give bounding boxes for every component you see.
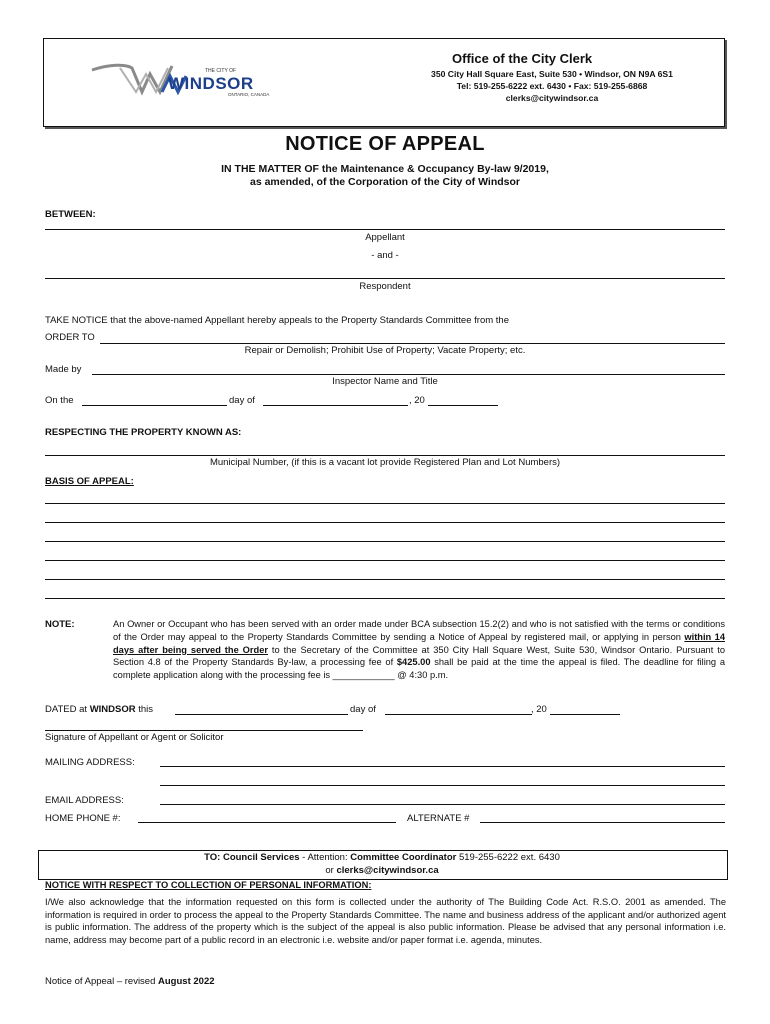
respondent-label: Respondent: [359, 281, 411, 292]
dated-month-line[interactable]: [385, 714, 532, 715]
svg-text:WINDSOR: WINDSOR: [168, 74, 254, 93]
made-by-label: Made by: [45, 364, 82, 375]
email-address-label: EMAIL ADDRESS:: [45, 795, 124, 806]
signature-label: Signature of Appellant or Agent or Solicitor: [45, 732, 224, 743]
dated-year-line[interactable]: [550, 714, 620, 715]
note-text-part-2: to the Secretary of the Committee at 350 City Hall Square West, Suite 530, Windsor Ontario. Pursuant to Section 4.8 of the Property Standards By-law, a processing fee of: [113, 644, 725, 668]
footer-date: August 2022: [158, 976, 215, 987]
basis-line[interactable]: [45, 579, 725, 580]
dated-year-prefix: , 20: [531, 704, 547, 715]
note-fee: $425.00: [396, 657, 431, 668]
mailing-address-line-2[interactable]: [160, 785, 725, 786]
office-email: clerks@citywindsor.ca: [505, 93, 599, 103]
order-hint: Repair or Demolish; Prohibit Use of Property; Vacate Property; etc.: [244, 345, 526, 356]
page-title: NOTICE OF APPEAL: [285, 133, 485, 155]
property-line[interactable]: [45, 455, 725, 456]
mailing-address-line-1[interactable]: [160, 766, 725, 767]
appellant-line[interactable]: [45, 229, 725, 230]
day-of-label: day of: [229, 395, 255, 406]
note-text-part-1: An Owner or Occupant who has been served with an order made under BCA subsection 15.2(2) and who is not satisfied with the terms or conditions of the Order may appeal to the Property Standards Committee by sending a Notice of Appeal by registered mail, or applying in person: [113, 619, 725, 642]
alternate-phone-line[interactable]: [480, 822, 725, 823]
appellant-label: Appellant: [365, 232, 405, 243]
mailing-address-label: MAILING ADDRESS:: [45, 757, 135, 768]
page-subtitle-line-1: IN THE MATTER OF the Maintenance & Occupancy By-law 9/2019,: [221, 163, 549, 175]
city-of-windsor-logo: [90, 62, 295, 103]
on-the-line[interactable]: [82, 405, 227, 406]
note-text-part-3: shall be paid at the time the appeal is filed. The deadline for filing a complete application along with the processing fee is ____________ @ 4:30 p.m.: [113, 657, 725, 681]
contact-attention: - Attention:: [299, 852, 351, 863]
inspector-hint: Inspector Name and Title: [332, 376, 438, 387]
order-to-line[interactable]: [100, 343, 725, 344]
windsor-logo-graphic: [90, 62, 295, 100]
respondent-line[interactable]: [45, 278, 725, 279]
property-hint: Municipal Number, (if this is a vacant lot provide Registered Plan and Lot Numbers): [209, 457, 561, 468]
contact-phone: 519-255-6222 ext. 6430: [456, 852, 560, 863]
between-label: BETWEEN:: [45, 209, 96, 220]
dated-day-of-label: day of: [350, 704, 376, 715]
contact-or: or: [325, 865, 337, 876]
privacy-heading: NOTICE WITH RESPECT TO COLLECTION OF PERSONAL INFORMATION:: [45, 880, 372, 890]
day-of-line[interactable]: [263, 405, 408, 406]
year-prefix: , 20: [409, 395, 425, 406]
signature-line[interactable]: [45, 730, 363, 731]
dated-day-line[interactable]: [175, 714, 348, 715]
dated-city: WINDSOR: [89, 704, 136, 715]
and-label: - and -: [371, 250, 399, 261]
alternate-phone-label: ALTERNATE #: [407, 813, 470, 824]
dated-this: this: [135, 704, 154, 715]
note-label: NOTE:: [45, 619, 75, 630]
year-line[interactable]: [428, 405, 498, 406]
contact-to-label: TO: Council Services: [204, 852, 300, 863]
home-phone-label: HOME PHONE #:: [45, 813, 121, 824]
contact-email-link[interactable]: clerks@citywindsor.ca: [336, 865, 439, 876]
submission-contact-line-2: [38, 865, 726, 876]
note-deadline-emphasis: within 14 days after being served the Order: [113, 631, 725, 655]
basis-line[interactable]: [45, 541, 725, 542]
footer-text: Notice of Appeal – revised: [45, 976, 159, 987]
dated-label: [45, 704, 153, 715]
order-to-label: ORDER TO: [45, 332, 95, 343]
dated-prefix: DATED at: [45, 704, 90, 715]
basis-of-appeal-label: BASIS OF APPEAL:: [45, 476, 134, 487]
on-the-label: On the: [45, 395, 74, 406]
basis-line[interactable]: [45, 560, 725, 561]
svg-text:THE CITY OF: THE CITY OF: [205, 68, 237, 74]
footer-revision: [45, 976, 215, 987]
home-phone-line[interactable]: [138, 822, 396, 823]
note-text: [113, 618, 725, 682]
contact-coordinator: Committee Coordinator: [350, 852, 457, 863]
basis-line[interactable]: [45, 503, 725, 504]
property-label: RESPECTING THE PROPERTY KNOWN AS:: [45, 427, 242, 438]
submission-contact-line-1: [38, 852, 726, 863]
office-phone: Tel: 519-255-6222 ext. 6430 • Fax: 519-255-6868: [456, 81, 648, 91]
office-address: 350 City Hall Square East, Suite 530 • Windsor, ON N9A 6S1: [431, 69, 673, 79]
office-title: Office of the City Clerk: [452, 51, 593, 66]
svg-text:ONTARIO, CANADA: ONTARIO, CANADA: [228, 92, 270, 97]
page-subtitle-line-2: as amended, of the Corporation of the City of Windsor: [250, 176, 520, 188]
privacy-body: I/We also acknowledge that the information requested on this form is collected under the authority of The Building Code Act. R.S.O. 2001 as amended. The information is required in order to process the appeal to the Property Standards Committee. The name and business address of the applicant and/or authorized agent is public information. The address of the property which is the subject of the appeal is also public information. Please be advised that any personal information i.e. name, address may become part of a public record in an electronic i.e. website and/or paper format i.e. agenda, minutes.: [45, 897, 726, 945]
basis-line[interactable]: [45, 598, 725, 599]
take-notice-text: TAKE NOTICE that the above-named Appellant hereby appeals to the Property Standards Committee from the: [45, 315, 509, 326]
basis-line[interactable]: [45, 522, 725, 523]
made-by-line[interactable]: [92, 374, 725, 375]
email-address-line[interactable]: [160, 804, 725, 805]
